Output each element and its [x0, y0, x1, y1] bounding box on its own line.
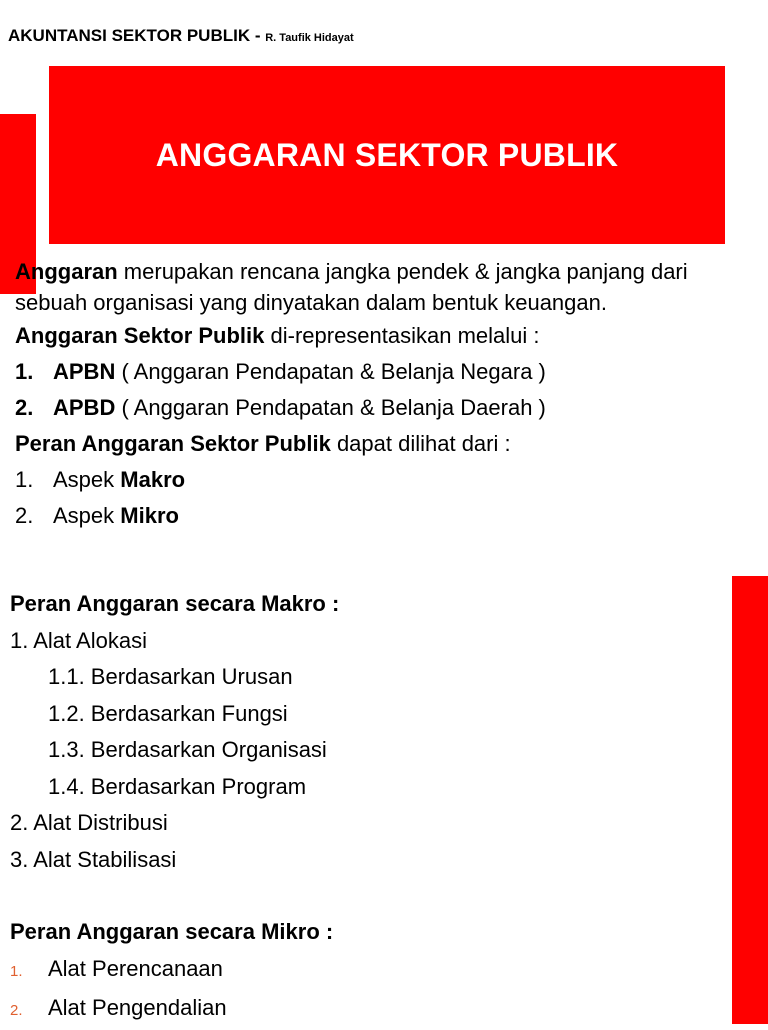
representation-term: Anggaran Sektor Publik	[15, 323, 265, 348]
aspect-prefix: Aspek	[53, 503, 121, 528]
right-accent-bar	[732, 576, 768, 1024]
makro-subitem: 1.1. Berdasarkan Urusan	[48, 664, 293, 689]
representation-text: di-representasikan melalui :	[264, 323, 540, 348]
list-number: 1.	[15, 467, 34, 492]
author-name: R. Taufik Hidayat	[265, 32, 354, 44]
list-item	[15, 498, 760, 534]
list-item	[15, 390, 760, 426]
aspect-makro: Makro	[120, 467, 186, 492]
makro-subitem: 1.4. Berdasarkan Program	[48, 773, 307, 799]
mikro-heading-text: Peran Anggaran secara Mikro :	[10, 919, 334, 944]
section-spacer	[10, 878, 730, 914]
makro-subitem: 1.2. Berdasarkan Fungsi	[48, 700, 288, 726]
representation-line	[15, 318, 760, 354]
intro-definition: merupakan rencana jangka pendek & jangka panjang dari sebuah organisasi yang dinyatakan dalam bentuk keuangan.	[15, 259, 688, 315]
mikro-heading	[10, 914, 730, 951]
aspect-prefix: Aspek	[53, 467, 121, 492]
page-title: ANGGARAN SEKTOR PUBLIK	[155, 136, 619, 173]
title-banner	[49, 66, 725, 244]
role-text: dapat dilihat dari :	[330, 431, 511, 456]
makro-heading	[10, 586, 730, 623]
apbd-abbr: APBD	[53, 395, 116, 420]
document-header	[8, 26, 354, 46]
main-content	[15, 256, 760, 534]
makro-subitem: 1.3. Berdasarkan Organisasi	[48, 737, 327, 762]
apbd-desc: ( Anggaran Pendapatan & Belanja Daerah )	[115, 395, 546, 420]
roles-section	[10, 586, 730, 1030]
list-item	[15, 462, 760, 498]
list-number: 2.	[10, 1002, 23, 1019]
role-line	[15, 426, 760, 462]
mikro-item-label: Alat Perencanaan	[48, 955, 223, 981]
intro-paragraph	[15, 256, 760, 318]
mikro-item	[10, 951, 730, 991]
mikro-item-label: Alat Pengendalian	[48, 995, 227, 1020]
makro-heading-text: Peran Anggaran secara Makro :	[10, 591, 340, 616]
aspect-mikro: Mikro	[120, 503, 179, 528]
apbn-desc: ( Anggaran Pendapatan & Belanja Negara )	[115, 359, 546, 384]
course-title: AKUNTANSI SEKTOR PUBLIK -	[8, 26, 261, 45]
makro-item-1: 1. Alat Alokasi	[10, 627, 147, 653]
list-number: 1.	[15, 359, 34, 384]
intro-term: Anggaran	[15, 259, 118, 284]
makro-item-2: 2. Alat Distribusi	[10, 810, 168, 835]
list-number: 2.	[15, 503, 34, 528]
role-term: Peran Anggaran Sektor Publik	[15, 431, 331, 456]
makro-item-3: 3. Alat Stabilisasi	[10, 846, 177, 872]
list-number: 2.	[15, 395, 34, 420]
apbn-abbr: APBN	[53, 359, 116, 384]
list-number: 1.	[10, 962, 23, 980]
list-item	[15, 354, 760, 390]
